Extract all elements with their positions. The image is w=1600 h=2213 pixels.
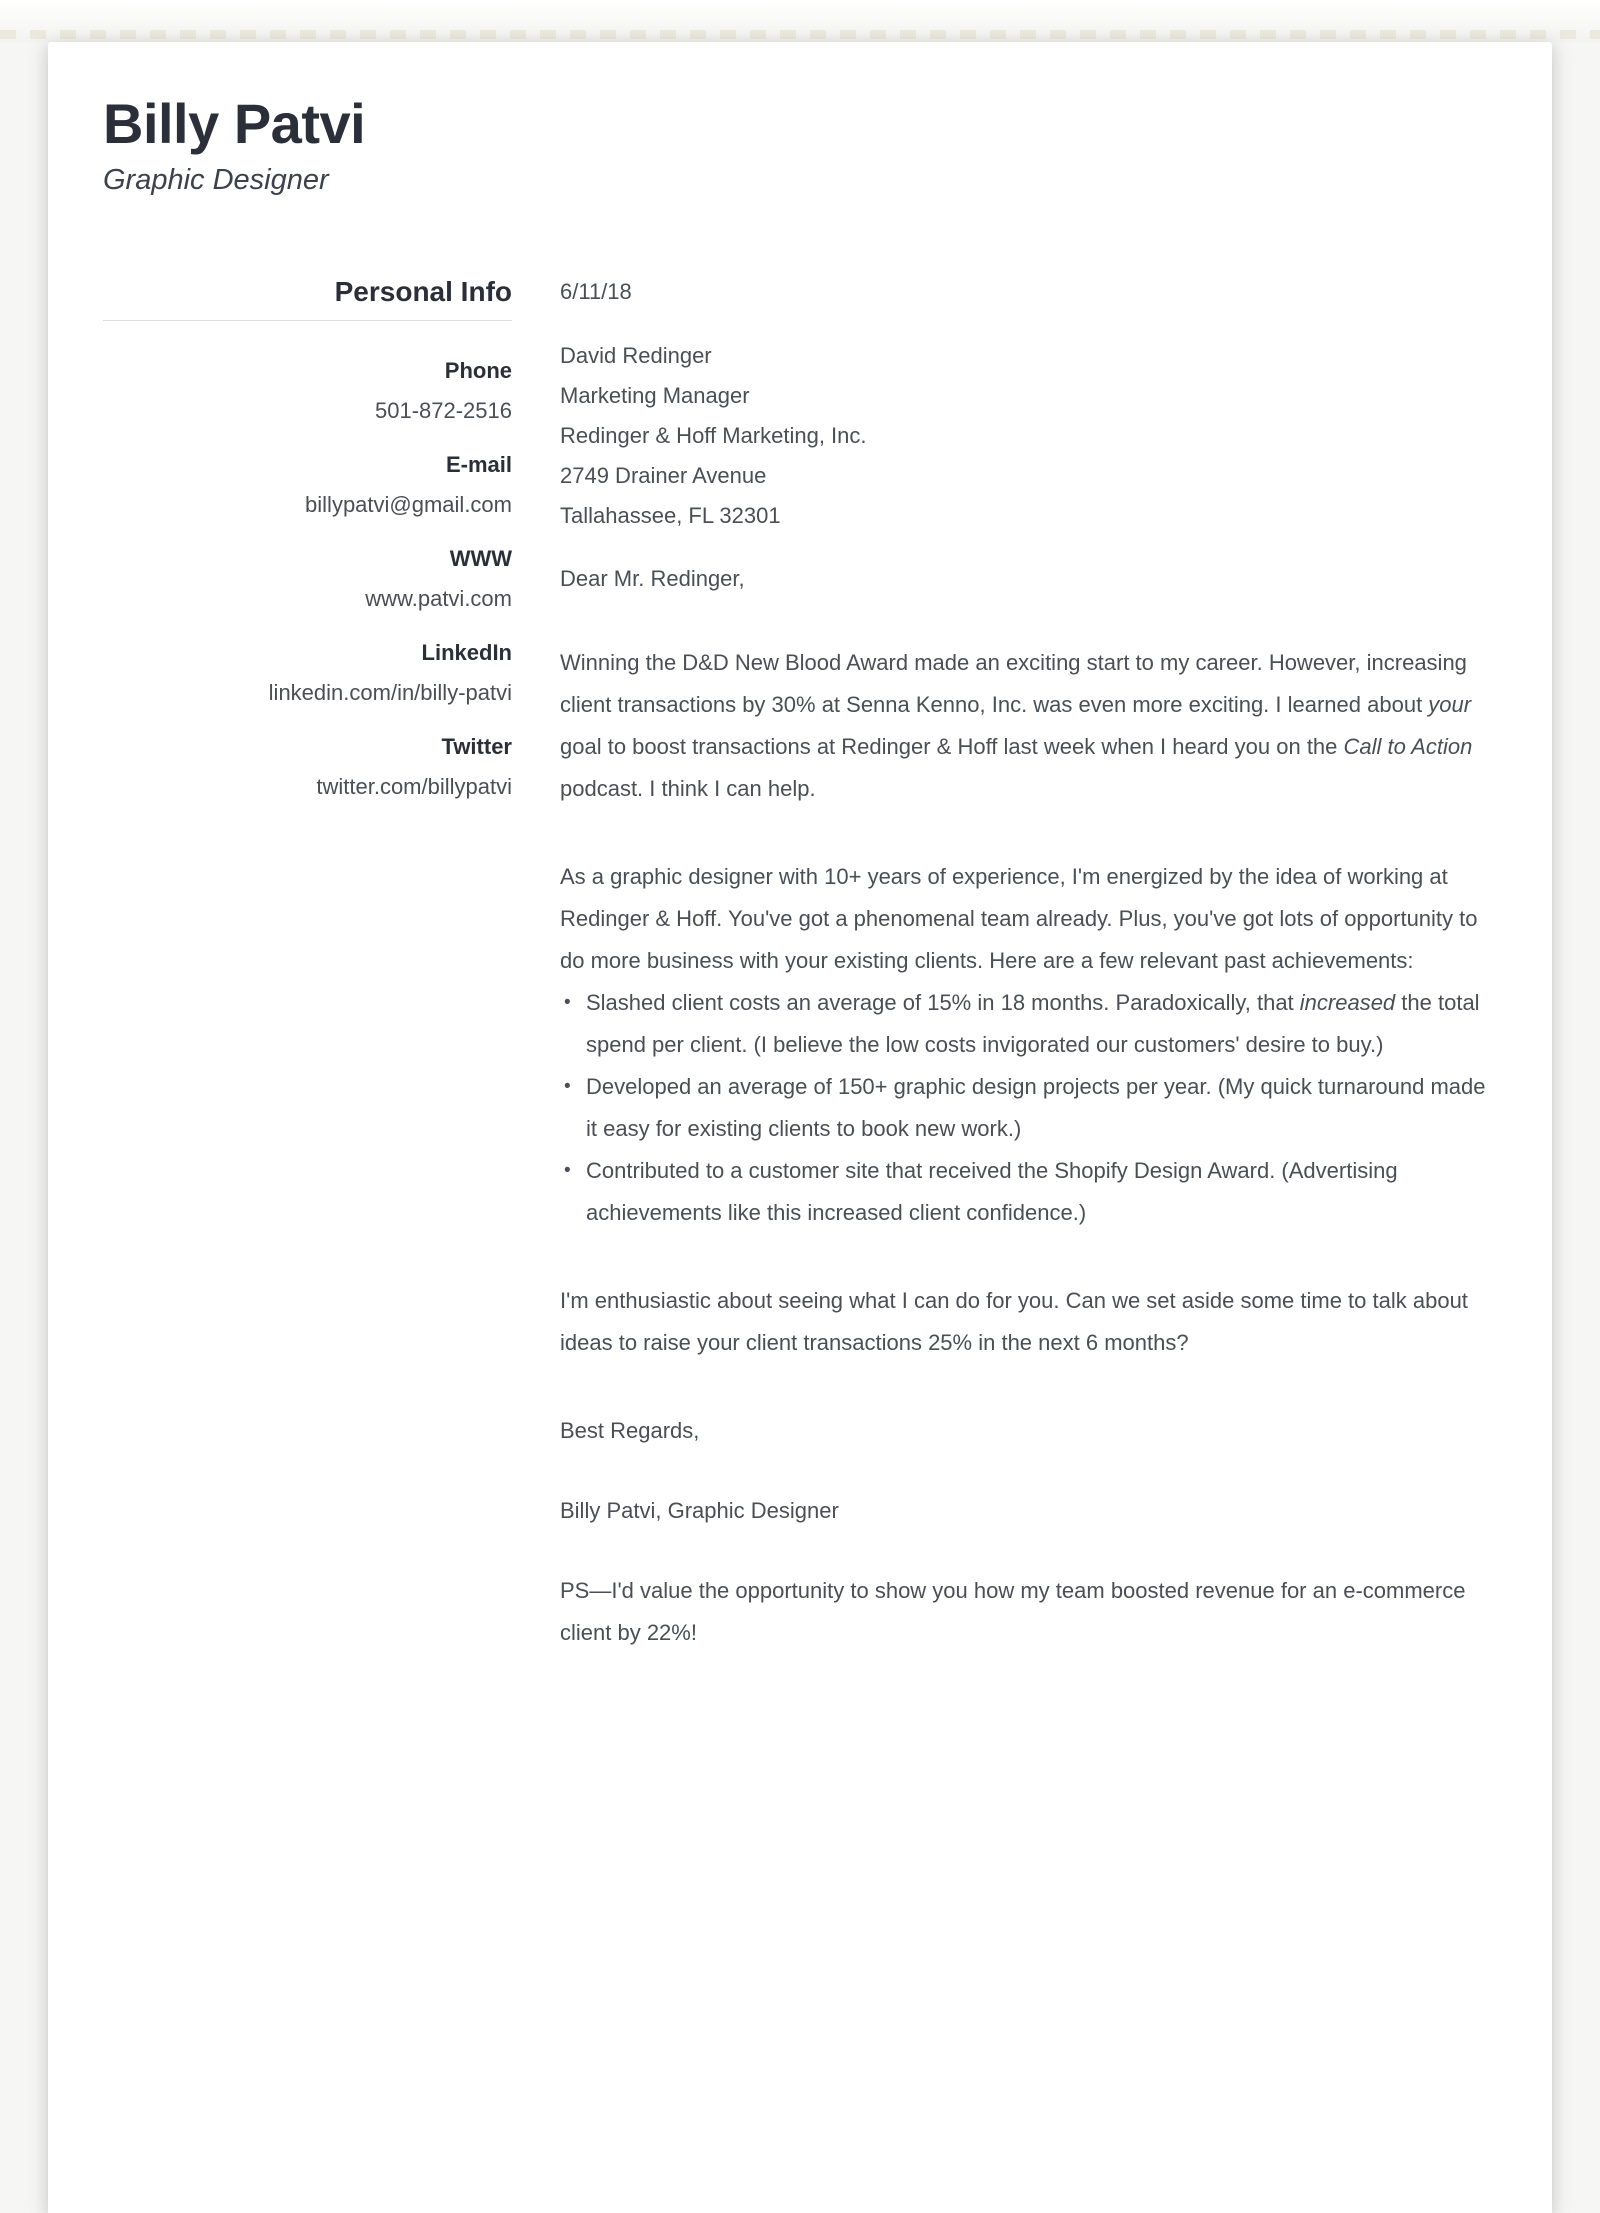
phone-value: 501-872-2516 (374, 398, 512, 423)
linkedin-value: linkedin.com/in/billy-patvi (268, 680, 512, 705)
contact-list (103, 351, 512, 807)
recipient-street: 2749 Drainer Avenue (560, 463, 767, 488)
contact-label: Phone (444, 358, 512, 383)
website-value: www.patvi.com (365, 586, 512, 611)
document-header (103, 92, 1495, 198)
contact-item-email (103, 445, 512, 525)
paragraph-intro: Winning the D&D New Blood Award made an exciting start to my career. However, increasing client transactions by 30% at Senna Kenno, Inc. was even more exciting. I learned about your goal to boost transactions at Redinger & Hoff last week when I heard you on the Call to Action podcast. I think I can help. (560, 650, 1473, 801)
contact-item-phone (103, 351, 512, 431)
salutation: Dear Mr. Redinger, (560, 566, 745, 591)
content-columns (103, 272, 1495, 1654)
contact-item-twitter (103, 727, 512, 807)
contact-label: WWW (449, 546, 512, 571)
contact-label: LinkedIn (421, 640, 512, 665)
achievement-item: • Slashed client costs an average of 15% in 18 months. Paradoxically, that increased the total spend per client. (I believe the low costs invigorated our customers' desire to buy.) (560, 982, 1495, 1066)
applicant-name: Billy Patvi (103, 92, 366, 155)
personal-info-sidebar (103, 272, 512, 1654)
letter-date: 6/11/18 (560, 279, 632, 304)
sidebar-heading: Personal Info (103, 276, 512, 321)
applicant-job-title: Graphic Designer (103, 164, 329, 196)
postscript: PS—I'd value the opportunity to show you how my team boosted revenue for an e-commerce client by 22%! (560, 1578, 1466, 1645)
recipient-title: Marketing Manager (560, 383, 750, 408)
email-value: billypatvi@gmail.com (305, 492, 512, 517)
twitter-value: twitter.com/billypatvi (316, 774, 512, 799)
closing: Best Regards, (560, 1418, 700, 1443)
paragraph-call-to-action: I'm enthusiastic about seeing what I can do for you. Can we set aside some time to talk about ideas to raise your client transactions 25% in the next 6 months? (560, 1288, 1468, 1355)
contact-item-website (103, 539, 512, 619)
letter-body (560, 272, 1495, 1654)
signature: Billy Patvi, Graphic Designer (560, 1498, 839, 1523)
recipient-address-block (560, 336, 1495, 536)
achievements-list (560, 982, 1495, 1234)
achievement-item: • Contributed to a customer site that received the Shopify Design Award. (Advertising achievements like this increased client confidence.) (560, 1150, 1495, 1234)
recipient-company: Redinger & Hoff Marketing, Inc. (560, 423, 867, 448)
recipient-city: Tallahassee, FL 32301 (560, 503, 781, 528)
contact-label: Twitter (441, 734, 512, 759)
recipient-name: David Redinger (560, 343, 712, 368)
contact-label: E-mail (445, 452, 512, 477)
contact-item-linkedin (103, 633, 512, 713)
cover-letter-page (48, 42, 1552, 2213)
background-top-strip (0, 0, 1600, 42)
achievement-item: • Developed an average of 150+ graphic design projects per year. (My quick turnaround made it easy for existing clients to book new work.) (560, 1066, 1495, 1150)
paragraph-experience: As a graphic designer with 10+ years of experience, I'm energized by the idea of working at Redinger & Hoff. You've got a phenomenal team already. Plus, you've got lots of opportunity to do more business with your existing clients. Here are a few relevant past achievements: (560, 864, 1478, 973)
